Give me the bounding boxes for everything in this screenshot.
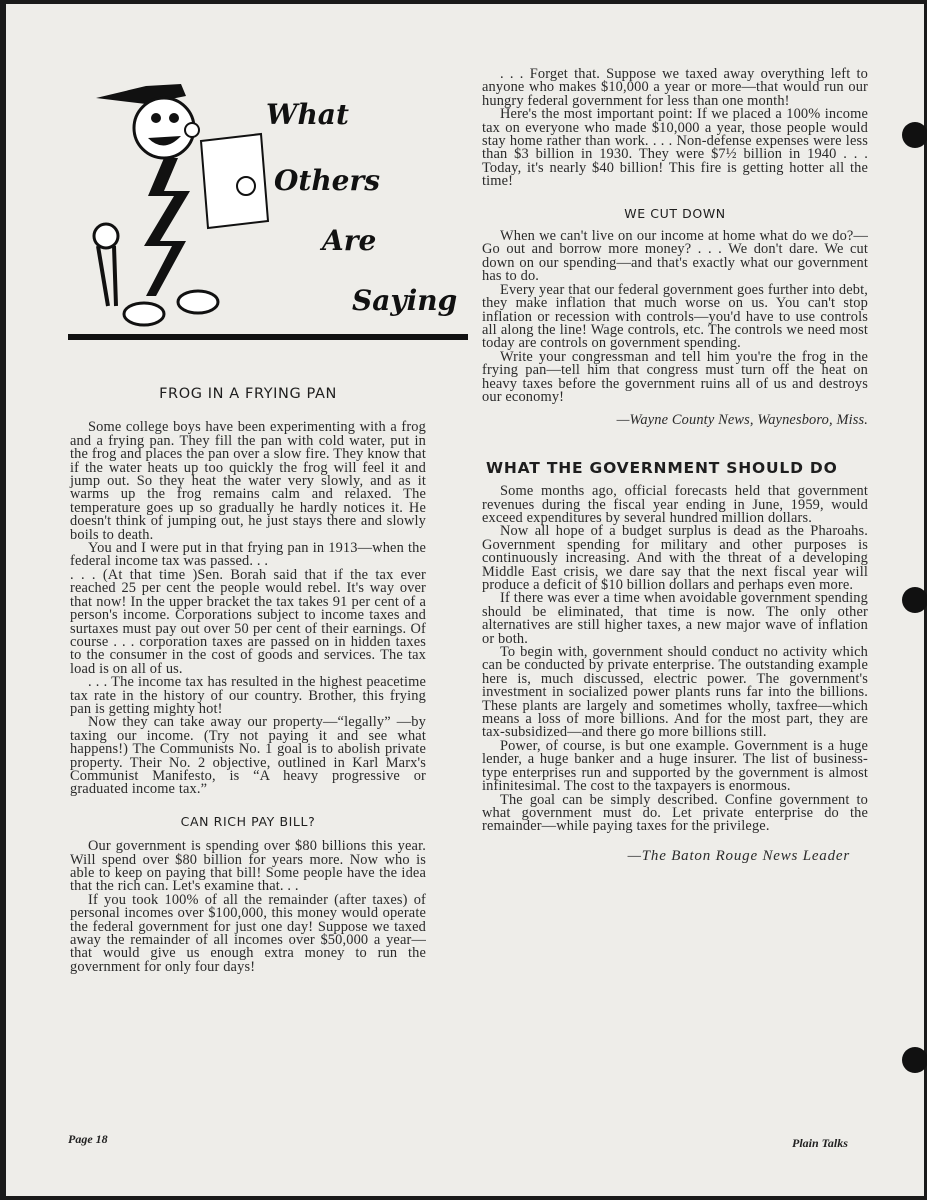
paragraph: Now they can take away our property—“legally” —by taxing our income. (Try not paying it and see what happens!) The Communists No. 1 goal is to abolish private property. Their No. 2 objective, outlined in Karl Marx's Communist Manifesto, is “A heavy progressive or graduated income tax.”: [70, 714, 426, 798]
paragraph: Every year that our federal government goes further into debt, they make inflation that much worse on us. You can't stop inflation or recession with controls—you'd have to use controls all along the line! Wage controls, etc. The controls we need most today are controls on government spending.: [482, 281, 868, 352]
paragraph: You and I were put in that frying pan in 1913—when the federal income tax was passed. . .: [70, 540, 426, 570]
paragraph: Here's the most important point: If we placed a 100% income tax on everyone who made $10,000 a year, those people would stay home rather than work. . . . Non-defense expenses were less than $3 billion in 1930. They were $7½ billion in 1940 . . . Today, it's nearly $40 billion! This fire is getting hotter all the time!: [482, 106, 868, 190]
paragraph: . . . (At that time )Sen. Borah said that if the tax ever reached 25 per cent the people would rebel. It's way over that now! In the upper bracket the tax takes 91 per cent of a person's income. Corporations subject to income taxes and surtaxes must pay out over 50 per cent of their earnings. Of course . . . corporation taxes are passed on in hidden taxes to the consumer in the cost of goods and services. The tax load is on all of us.: [70, 566, 426, 677]
heading-we-cut-down: WE CUT DOWN: [624, 205, 726, 221]
paragraph: When we can't live on our income at home what do we do?—Go out and borrow more money? . . . We don't dare. We cut down on our spending—and that's exactly what our government has to do.: [482, 228, 868, 285]
title-rule: [68, 334, 468, 340]
binder-hole-icon: [902, 122, 927, 148]
page-number: Page 18: [68, 1132, 108, 1146]
paragraph: If there was ever a time when avoidable government spending should be eliminated, that time is now. The only other alternatives are still higher taxes, a new major wave of inflation or both.: [482, 590, 868, 647]
title-illustration: [86, 56, 476, 346]
paragraph: Power, of course, is but one example. Government is a huge lender, a huge banker and a huge insurer. The list of business-type enterprises run and supported by the government is almost infinitesimal. The cost to the taxpayers is enormous.: [482, 737, 868, 795]
magazine-page: [6, 4, 924, 1196]
title-word-others: Others: [274, 164, 381, 197]
binder-hole-icon: [902, 1047, 927, 1073]
paragraph: Our government is spending over $80 billions this year. Will spend over $80 billion for years more. Now who is able to keep on paying that bill! Some people have the idea that the rich can. Let's examine that. . .: [70, 838, 426, 895]
publication-name: Plain Talks: [792, 1136, 848, 1150]
paragraph: Now all hope of a budget surplus is dead as the Pharoahs. Government spending for military and other purposes is continuously increasing. And with the threat of a developing Middle East crisis, we dare say that the next fiscal year will produce a deficit of $10 billion dollars and perhaps even more.: [482, 523, 868, 593]
paragraph: If you took 100% of all the remainder (after taxes) of personal incomes over $100,000, this money would operate the federal government for just one day! Suppose we taxed away the remainder of all incomes over $50,000 a year—that would give us enough extra money to run the government for only four days!: [70, 891, 426, 975]
left-column: [70, 386, 426, 975]
heading-frog-in-a-frying-pan: FROG IN A FRYING PAN: [159, 386, 337, 402]
title-word-saying: Saying: [352, 284, 458, 317]
title-word-are: Are: [322, 224, 377, 257]
source-credit: —Wayne County News, Waynesboro, Miss.: [616, 412, 868, 429]
source-credit: —The Baton Rouge News Leader: [627, 847, 850, 864]
paragraph: To begin with, government should conduct no activity which can be conducted by private enterprise. The outstanding example here is, much discussed, electric power. The government's investment in socialized power plants runs far into the billions. These plants are largely and sometimes wholly, taxfree—which means a loss of more billions. And for the most part, they are tax-subsidized—and there go more billions still.: [482, 644, 868, 741]
paragraph: . . . The income tax has resulted in the highest peacetime tax rate in the history of our country. Brother, this frying pan is getting mighty hot!: [70, 674, 426, 717]
paragraph: . . . Forget that. Suppose we taxed away overything left to anyone who makes $10,000 a year or more—that would run our hungry federal government for less than one month!: [482, 66, 868, 109]
reddy-kilowatt-mascot-icon: [86, 56, 276, 336]
heading-what-the-government-should-do: WHAT THE GOVERNMENT SHOULD DO: [486, 458, 838, 477]
binder-hole-icon: [902, 587, 927, 613]
title-word-what: What: [266, 98, 349, 131]
paragraph: Some college boys have been experimenting with a frog and a frying pan. They fill the pan with cold water, put in the frog and places the pan over a slow fire. They know that if the water heats up too quickly the frog will feel it and jump out. So they heat the water very slowly, and as it warms up the frog remains calm and relaxed. The temperature goes up so gradually he hardly notices it. He doesn't think of jumping out, he just stays there and slowly boils to death.: [70, 419, 426, 543]
paragraph: Write your congressman and tell him you're the frog in the frying pan—tell him that congress must turn off the heat on heavy taxes before the government ruins all of us and destroys our economy!: [482, 348, 868, 405]
heading-can-rich-pay-bill: CAN RICH PAY BILL?: [180, 813, 316, 829]
paragraph: The goal can be simply described. Confine government to what government must do. Let private enterprise do the remainder—while paying taxes for the privilege.: [482, 791, 868, 835]
paragraph: Some months ago, official forecasts held that government revenues during the fiscal year ending in June, 1959, would exceed expenditures by several hundred million dollars.: [482, 483, 868, 526]
right-column: [482, 68, 868, 863]
